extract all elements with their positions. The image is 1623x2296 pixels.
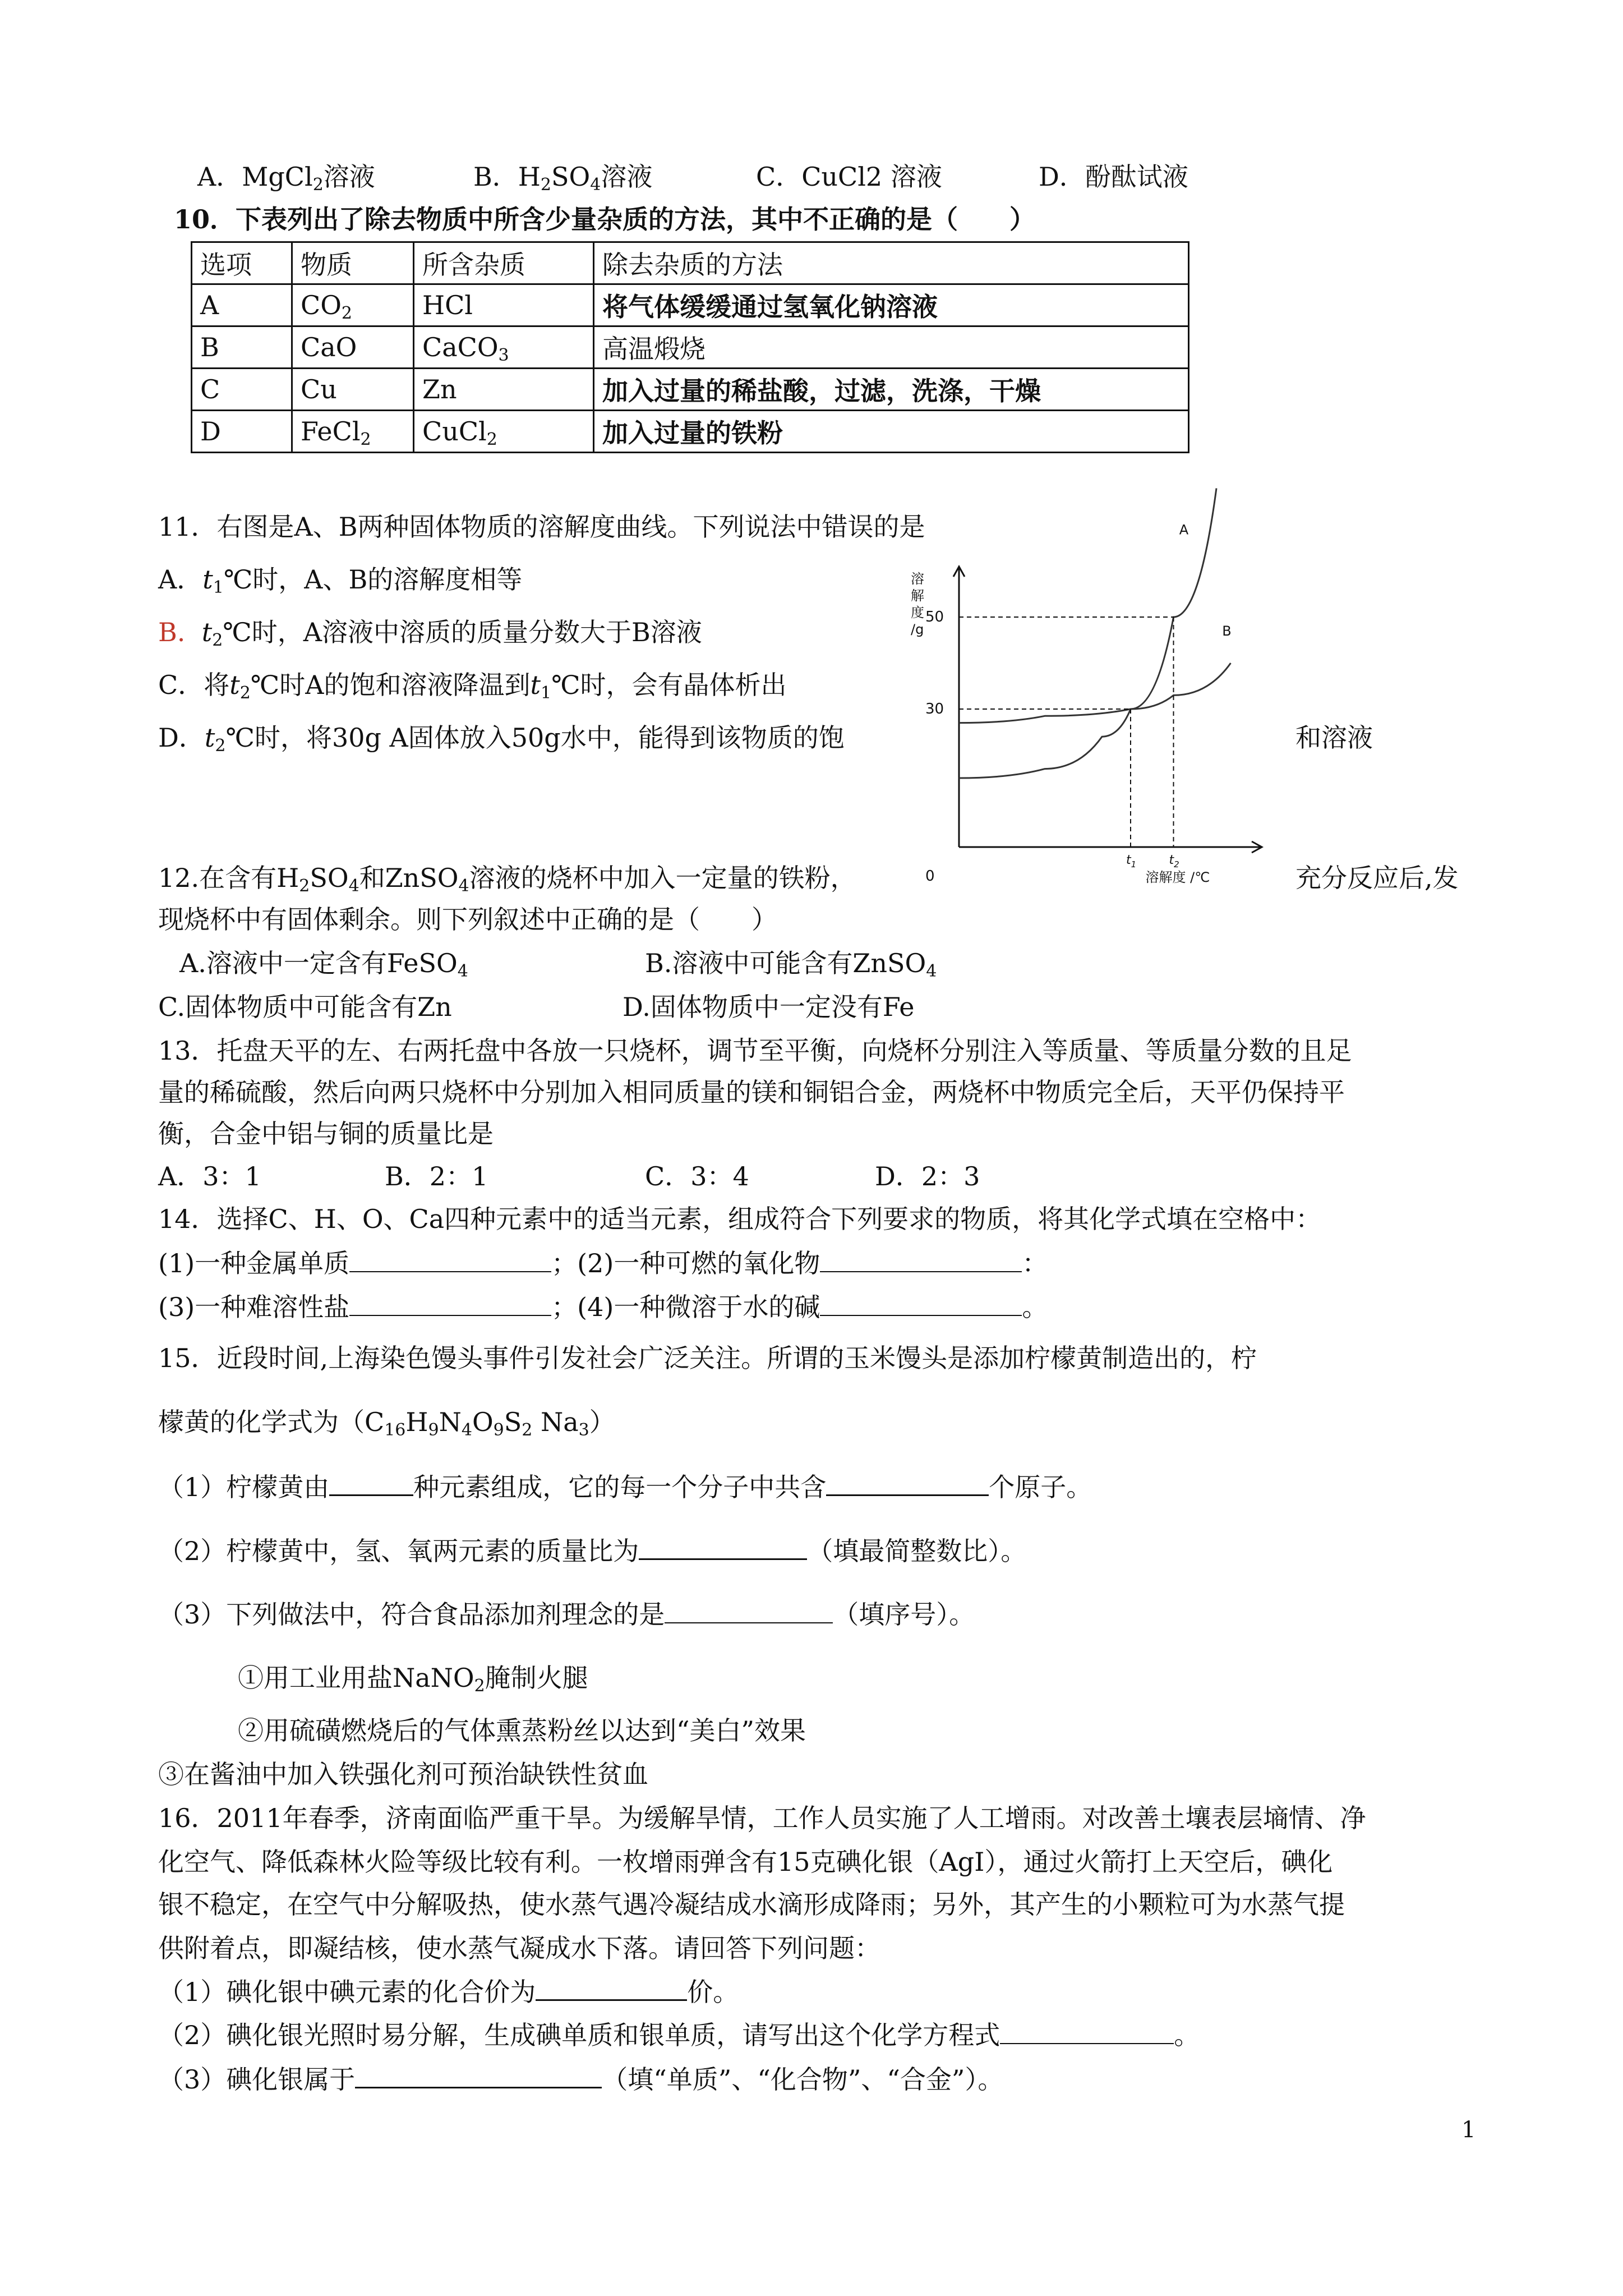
q10-table <box>191 241 1189 453</box>
table-cell: CuCl$_2$ <box>414 411 594 453</box>
q15-part1: （1）柠檬黄由 种元素组成，它的每一个分子中共含 个原子。 <box>158 1470 1092 1503</box>
table-row <box>192 411 1189 453</box>
q14-line1: (1)一种金属单质 ；(2)一种可燃的氧化物 ： <box>158 1246 1048 1280</box>
y-axis-label-char: 溶 <box>911 571 924 587</box>
series-line-a <box>959 488 1216 778</box>
table-cell: 加入过量的稀盐酸，过滤，洗涤，干燥 <box>594 369 1189 411</box>
q15-option-2: ②用硫磺燃烧后的气体熏蒸粉丝以达到“美白”效果 <box>238 1715 806 1746</box>
table-cell: FeCl$_2$ <box>292 411 414 453</box>
x-tick-label: $t_2$ <box>1169 853 1179 869</box>
table-cell: CaO <box>292 326 414 369</box>
solubility-chart <box>897 522 1267 903</box>
table-row <box>192 369 1189 411</box>
q13-option-a: A．3：1 <box>158 1161 261 1191</box>
q16-part1: （1）碘化银中碘元素的化合价为 价。 <box>158 1975 739 2008</box>
table-header-cell: 物质 <box>292 242 414 284</box>
q15-option-3: ③在酱油中加入铁强化剂可预治缺铁性贫血 <box>158 1759 648 1789</box>
table-cell: $CO_2$ <box>292 284 414 326</box>
q11-option-c: C．将$t_2℃$时A的饱和溶液降温到$t_1℃$时，会有晶体析出 <box>158 670 787 703</box>
q16-line1: 16．2011年春季，济南面临严重干旱。为缓解旱情，工作人员实施了人工增雨。对改善土壤表层墒情、净 <box>158 1803 1366 1833</box>
y-tick-label: 30 <box>925 701 944 717</box>
y-tick-label: 50 <box>925 609 944 625</box>
q16-part2: （2）碘化银光照时易分解，生成碘单质和银单质，请写出这个化学方程式 。 <box>158 2018 1200 2051</box>
q11-option-b: B. $t_2℃$时，A溶液中溶质的质量分数大于B溶液 <box>158 617 702 650</box>
answer-blank[interactable] <box>639 1534 807 1560</box>
series-label-a: A <box>1179 522 1189 538</box>
answer-blank[interactable] <box>665 1598 833 1623</box>
y-axis-label-char: /g <box>911 622 924 637</box>
origin-label: 0 <box>925 868 935 885</box>
q13-option-c: C．3：4 <box>645 1161 749 1191</box>
q9-option-c: C．CuCl2 溶液 <box>756 162 942 192</box>
answer-blank[interactable] <box>820 1290 1022 1316</box>
table-cell: 高温煅烧 <box>594 326 1189 369</box>
q13-option-b: B．2：1 <box>385 1161 488 1191</box>
q9-option-d: D．酚酞试液 <box>1039 162 1188 192</box>
q14-line2: (3)一种难溶性盐 ；(4)一种微溶于水的碱 。 <box>158 1290 1048 1323</box>
q15-part2: （2）柠檬黄中，氢、氧两元素的质量比为 （填最简整数比）。 <box>158 1534 1026 1567</box>
q16-line4: 供附着点，即凝结核，使水蒸气凝成水下落。请回答下列问题： <box>158 1933 880 1963</box>
q12-option-b: B.溶液中可能含有ZnSO$_4$ <box>645 948 937 981</box>
table-cell: Cu <box>292 369 414 411</box>
x-tick-label: $t_1$ <box>1126 853 1137 869</box>
page-number: 1 <box>1461 2117 1476 2143</box>
table-cell: 加入过量的铁粉 <box>594 411 1189 453</box>
answer-blank[interactable] <box>820 1246 1022 1272</box>
q12-line1: 12.在含有$H_2SO_4$和ZnSO$_4$溶液的烧杯中加入一定量的铁粉， <box>158 863 856 896</box>
q13-line1: 13．托盘天平的左、右两托盘中各放一只烧杯，调节至平衡，向烧杯分别注入等质量、等质量分数的且足 <box>158 1036 1352 1066</box>
answer-blank[interactable] <box>1000 2018 1174 2044</box>
table-cell: HCl <box>414 284 594 326</box>
table-row <box>192 284 1189 326</box>
y-axis-label-char: 解 <box>911 588 924 604</box>
table-cell: B <box>192 326 292 369</box>
q12-option-d: D.固体物质中一定没有Fe <box>623 992 915 1022</box>
q10-stem: 10．下表列出了除去物质中所含少量杂质的方法，其中不正确的是（ ） <box>174 204 1036 234</box>
q15-option-1: ①用工业用盐NaNO$_2$腌制火腿 <box>238 1663 588 1696</box>
q11-stem: 11．右图是A、B两种固体物质的溶解度曲线。下列说法中错误的是 <box>158 512 925 542</box>
q11-option-d-continued: 和溶液 <box>1295 723 1373 753</box>
q12-option-a: A.溶液中一定含有FeSO$_4$ <box>179 948 468 981</box>
y-axis-label-char: 度 <box>911 605 924 620</box>
table-cell: Zn <box>414 369 594 411</box>
answer-blank[interactable] <box>349 1246 551 1272</box>
x-axis-label: 溶解度 /℃ <box>1145 869 1210 885</box>
q11-option-a: A．$t_1℃$时，A、B的溶解度相等 <box>158 564 523 597</box>
q16-line3: 银不稳定，在空气中分解吸热，使水蒸气遇冷凝结成水滴形成降雨；另外，其产生的小颗粒可为水蒸气提 <box>158 1889 1345 1920</box>
table-header-cell: 选项 <box>192 242 292 284</box>
table-cell: CaCO$_3$ <box>414 326 594 369</box>
table-cell: A <box>192 284 292 326</box>
answer-blank[interactable] <box>355 2062 602 2088</box>
q9-option-a: A．MgCl$_2$溶液 <box>197 162 375 195</box>
q11-option-d: D．$t_2℃$时，将30g A固体放入50g水中，能得到该物质的饱 <box>158 723 845 756</box>
q15-part3: （3）下列做法中，符合食品添加剂理念的是 （填序号）。 <box>158 1598 975 1631</box>
table-header-cell: 所含杂质 <box>414 242 594 284</box>
series-line-b <box>959 663 1231 723</box>
q9-option-b: B．$H_2SO_4$溶液 <box>473 162 653 195</box>
q15-line1: 15．近段时间,上海染色馒头事件引发社会广泛关注。所谓的玉米馒头是添加柠檬黄制造出的，柠 <box>158 1343 1257 1373</box>
q16-part3: （3）碘化银属于 （填“单质”、“化合物”、“合金”）。 <box>158 2062 1003 2096</box>
q13-line2: 量的稀硫酸，然后向两只烧杯中分别加入相同质量的镁和铜铝合金，两烧杯中物质完全后，天平仍保持平 <box>158 1077 1345 1107</box>
answer-blank[interactable] <box>826 1470 989 1496</box>
q16-line2: 化空气、降低森林火险等级比较有利。一枚增雨弹含有15克碘化银（AgI），通过火箭打上天空后，碘化 <box>158 1847 1333 1877</box>
q12-line1-right: 充分反应后,发 <box>1295 863 1459 893</box>
table-cell: D <box>192 411 292 453</box>
answer-blank[interactable] <box>329 1470 413 1496</box>
table-header-row <box>192 242 1189 284</box>
answer-blank[interactable] <box>349 1290 551 1316</box>
table-header-cell: 除去杂质的方法 <box>594 242 1189 284</box>
answer-blank[interactable] <box>536 1975 687 2001</box>
series-label-b: B <box>1222 623 1232 639</box>
table-row <box>192 326 1189 369</box>
table-cell: 将气体缓缓通过氢氧化钠溶液 <box>594 284 1189 326</box>
q13-option-d: D．2：3 <box>875 1161 980 1191</box>
table-cell: C <box>192 369 292 411</box>
q15-line2: 檬黄的化学式为（$C_{16}H_9N_4O_9S_2$ $Na_3$） <box>158 1407 615 1440</box>
q12-option-c: C.固体物质中可能含有Zn <box>158 992 452 1022</box>
q13-line3: 衡，合金中铝与铜的质量比是 <box>158 1119 494 1149</box>
q12-line2: 现烧杯中有固体剩余。则下列叙述中正确的是（ ） <box>158 904 777 935</box>
q14-stem: 14．选择C、H、O、Ca四种元素中的适当元素，组成符合下列要求的物质，将其化学式填在空格中： <box>158 1204 1322 1234</box>
